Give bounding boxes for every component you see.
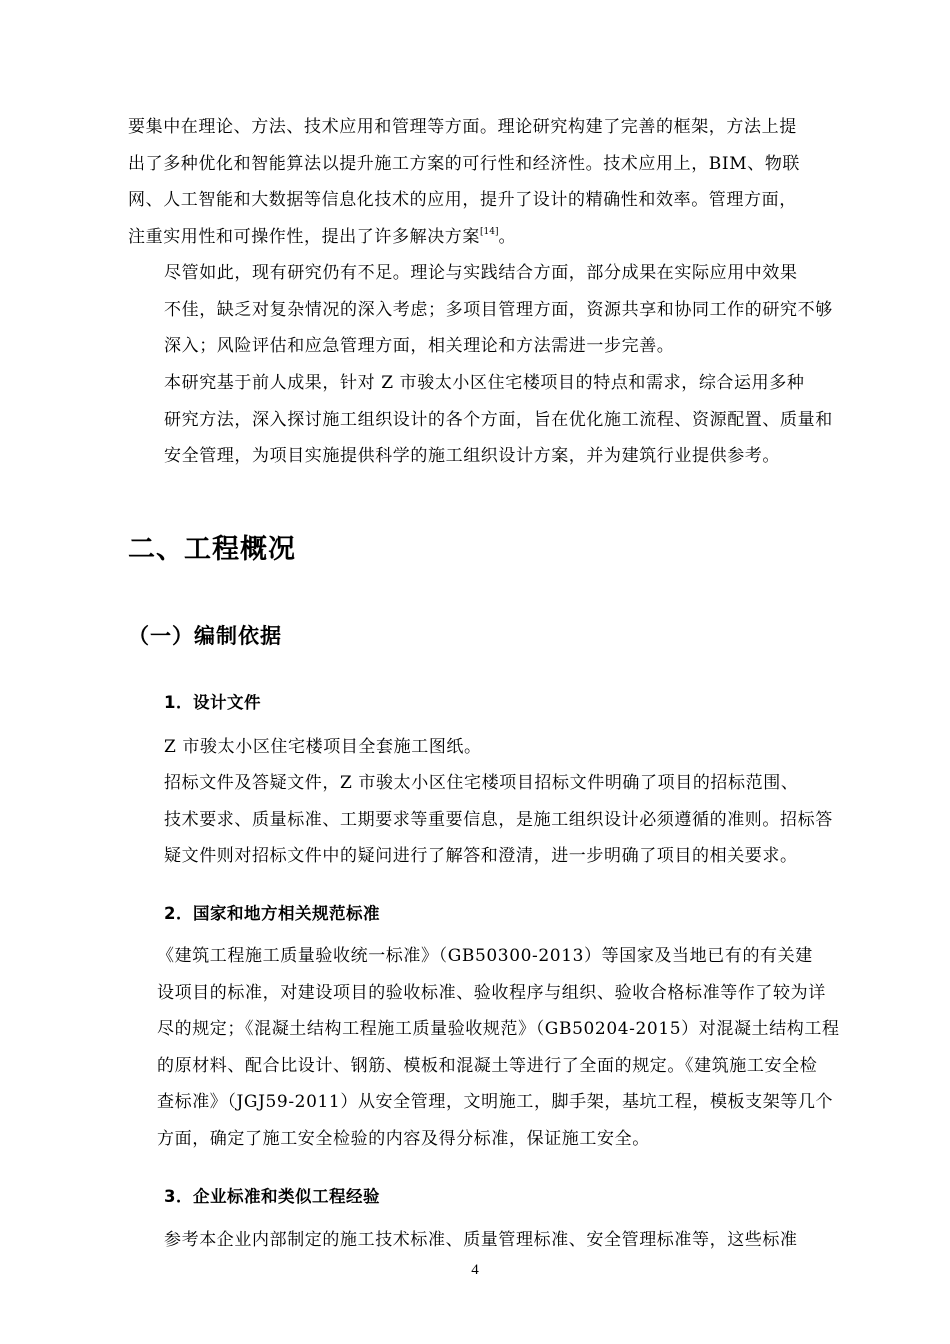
chapter-heading: 二、工程概况 (128, 534, 296, 565)
text-line: 尽管如此，现有研究仍有不足。理论与实践结合方面，部分成果在实际应用中效果 (164, 263, 798, 283)
text-line: 疑文件则对招标文件中的疑问进行了解答和澄清，进一步明确了项目的相关要求。 (164, 846, 798, 866)
subsection-heading-enterprise-standards: 3．企业标准和类似工程经验 (164, 1187, 380, 1206)
text-line: 要集中在理论、方法、技术应用和管理等方面。理论研究构建了完善的框架，方法上提 (128, 117, 797, 137)
text-line: 安全管理，为项目实施提供科学的施工组织设计方案，并为建筑行业提供参考。 (164, 446, 780, 466)
text-fragment: 。 (498, 226, 517, 247)
text-line: 设项目的标准，对建设项目的验收标准、验收程序与组织、验收合格标准等作了较为详 (157, 982, 826, 1003)
text-line: 不佳，缺乏对复杂情况的深入考虑；多项目管理方面，资源共享和协同工作的研究不够 (164, 299, 833, 320)
paragraph-research-gaps (128, 255, 859, 365)
text-line: 方面，确定了施工安全检验的内容及得分标准，保证施工安全。 (157, 1128, 650, 1149)
text-line: 招标文件及答疑文件，Z 市骏太小区住宅楼项目招标文件明确了项目的招标范围、 (164, 773, 799, 793)
citation-ref: [14] (480, 226, 499, 237)
section-heading: （一）编制依据 (128, 624, 282, 648)
paragraph-study-aim (128, 365, 859, 475)
text-line: 参考本企业内部制定的施工技术标准、质量管理标准、安全管理标准等，这些标准 (164, 1230, 798, 1250)
text-line: Z 市骏太小区住宅楼项目全套施工图纸。 (164, 737, 482, 757)
text-line (128, 219, 859, 256)
text-line: 深入；风险评估和应急管理方面，相关理论和方法需进一步完善。 (164, 336, 675, 356)
text-line: 出了多种优化和智能算法以提升施工方案的可行性和经济性。技术应用上，BIM、物联 (128, 153, 801, 174)
paragraph-design-drawings (128, 729, 859, 766)
text-line: 的原材料、配合比设计、钢筋、模板和混凝土等进行了全面的规定。《建筑施工安全检 (157, 1055, 818, 1076)
text-line: 研究方法，深入探讨施工组织设计的各个方面，旨在优化施工流程、资源配置、质量和 (164, 409, 833, 430)
text-line: 查标准》（JGJ59-2011）从安全管理，文明施工，脚手架，基坑工程，模板支架等几个 (157, 1092, 834, 1112)
text-line: 技术要求、质量标准、工期要求等重要信息，是施工组织设计必须遵循的准则。招标答 (164, 809, 833, 830)
paragraph-enterprise-standards (128, 1222, 859, 1259)
page-number: 4 (471, 1262, 479, 1278)
text-fragment: 注重实用性和可操作性，提出了许多解决方案 (128, 226, 480, 247)
text-line: 网、人工智能和大数据等信息化技术的应用，提升了设计的精确性和效率。管理方面， (128, 190, 797, 210)
text-line: 《建筑工程施工质量验收统一标准》（GB50300-2013）等国家及当地已有的有关建 (157, 946, 813, 966)
text-line: 尽的规定；《混凝土结构工程施工质量验收规范》（GB50204-2015）对混凝土结构工程 (157, 1019, 840, 1039)
subsection-heading-design-files: 1．设计文件 (164, 693, 261, 712)
text-line: 本研究基于前人成果，针对 Z 市骏太小区住宅楼项目的特点和需求，综合运用多种 (164, 373, 805, 393)
paragraph-standards (128, 938, 859, 1157)
subsection-heading-standards: 2．国家和地方相关规范标准 (164, 904, 380, 923)
paragraph-research-summary (128, 109, 859, 255)
paragraph-tender-documents (128, 765, 859, 875)
